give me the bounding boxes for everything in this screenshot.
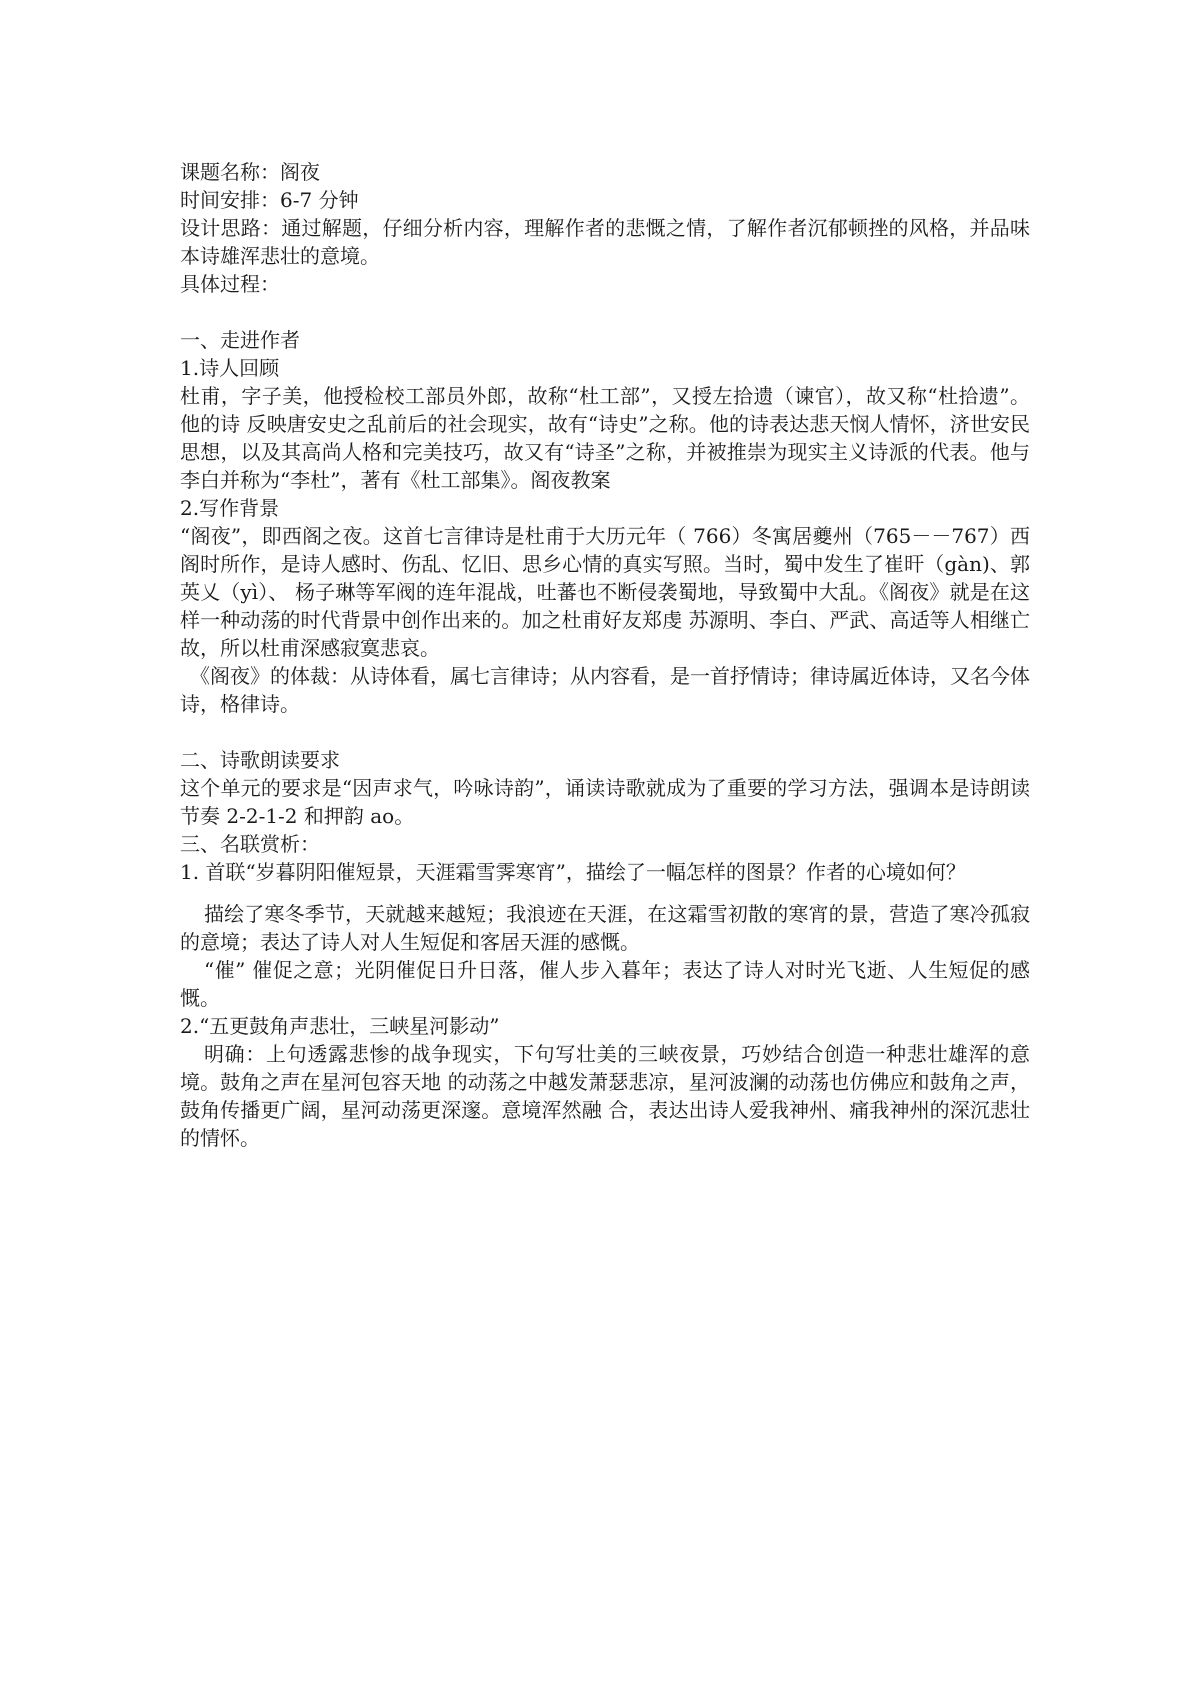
- section3-title: 三、名联赏析：: [180, 832, 320, 856]
- spacer: [180, 298, 1030, 326]
- section1-sub1-text: 杜甫，字子美，他授检校工部员外郎，故称“杜工部”，又授左拾遗（谏官），故又称“杜拾遗”。他的诗 反映唐安史之乱前后的社会现实，故有“诗史”之称。他的诗表达悲天悯人情怀，济世安民思想，以及其高尚人格和完美技巧，故又有“诗圣”之称，并被推崇为现实主义诗派的代表。他与李白并称为“李杜”，著有《杜工部集》。阁夜教案: [180, 384, 1030, 492]
- time-line: 时间安排：6-7 分钟: [180, 188, 359, 212]
- section1-sub2-title: 2.写作背景: [180, 496, 280, 520]
- section3-q1: 1. 首联“岁暮阴阳催短景，天涯霜雪霁寒宵”，描绘了一幅怎样的图景？作者的心境如何？: [180, 860, 966, 884]
- section3-a1b: “催” 催促之意；光阴催促日升日落，催人步入暮年；表达了诗人对时光飞逝、人生短促的感慨。: [180, 958, 1030, 1010]
- section3-a2: 明确：上句透露悲惨的战争现实，下句写壮美的三峡夜景，巧妙结合创造一种悲壮雄浑的意境。鼓角之声在星河包容天地 的动荡之中越发萧瑟悲凉，星河波澜的动荡也仿佛应和鼓角之声，鼓角传播更广阔，星河动荡更深邃。意境浑然融 合，表达出诗人爱我神州、痛我神州的深沉悲壮的情怀。: [180, 1042, 1030, 1150]
- section1-sub2-text: “阁夜”，即西阁之夜。这首七言律诗是杜甫于大历元年（ 766）冬寓居夔州（765－－767）西阁时所作，是诗人感时、伤乱、忆旧、思乡心情的真实写照。当时，蜀中发生了崔旰（gàn)、郭英乂（yì）、 杨子琳等军阀的连年混战，吐蕃也不断侵袭蜀地，导致蜀中大乱。《阁夜》就是在这样一种动荡的时代背景中创作出来的。加之杜甫好友郑虔 苏源明、李白、严武、高适等人相继亡故，所以杜甫深感寂寞悲哀。: [180, 524, 1030, 660]
- section2-text: 这个单元的要求是“因声求气，吟咏诗韵”，诵读诗歌就成为了重要的学习方法，强调本是诗朗读节奏 2-2-1-2 和押韵 ao。: [180, 776, 1030, 828]
- design-paragraph: 设计思路：通过解题，仔细分析内容，理解作者的悲慨之情，了解作者沉郁顿挫的风格，并品味本诗雄浑悲壮的意境。: [180, 216, 1030, 268]
- spacer: [180, 886, 1030, 900]
- spacer: [180, 718, 1030, 746]
- topic-line: 课题名称：阁夜: [180, 160, 320, 184]
- section3-a1: 描绘了寒冬季节，天就越来越短；我浪迹在天涯，在这霜雪初散的寒宵的景，营造了寒冷孤寂的意境；表达了诗人对人生短促和客居天涯的感慨。: [180, 902, 1030, 954]
- section1-sub1-title: 1.诗人回顾: [180, 356, 280, 380]
- section1-sub2-text2: 《阁夜》的体裁：从诗体看，属七言律诗；从内容看，是一首抒情诗；律诗属近体诗，又名今体诗，格律诗。: [180, 664, 1030, 716]
- process-line: 具体过程：: [180, 272, 280, 296]
- section1-title: 一、走进作者: [180, 328, 300, 352]
- section2-title: 二、诗歌朗读要求: [180, 748, 340, 772]
- section3-q2: 2.“五更鼓角声悲壮，三峡星河影动”: [180, 1014, 500, 1038]
- document-body: [180, 158, 1030, 1152]
